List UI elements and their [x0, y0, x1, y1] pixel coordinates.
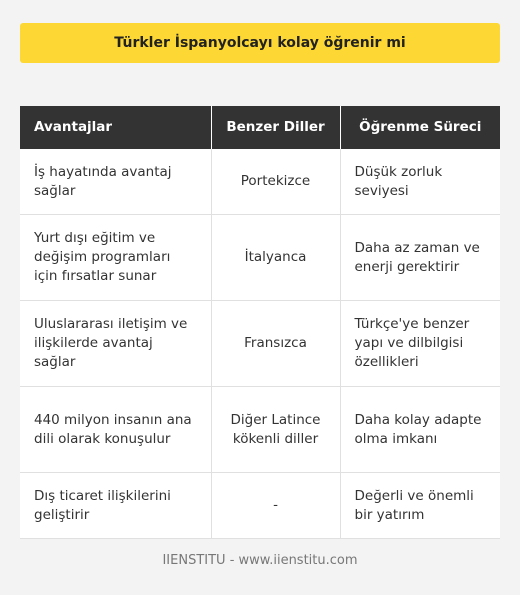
cell-advantage: Yurt dışı eğitim ve değişim programları için fırsatlar sunar [20, 215, 211, 301]
cell-learning-process: Düşük zorluk seviyesi [340, 149, 500, 215]
table-row [20, 387, 500, 473]
cell-similar-language: Fransızca [211, 301, 340, 387]
comparison-table [20, 106, 500, 539]
column-header-advantages: Avantajlar [20, 106, 211, 149]
cell-similar-language: İtalyanca [211, 215, 340, 301]
table-row [20, 149, 500, 215]
footer-credit: IIENSTITU - www.iienstitu.com [162, 553, 358, 568]
cell-learning-process: Değerli ve önemli bir yatırım [340, 473, 500, 539]
cell-advantage: İş hayatında avantaj sağlar [20, 149, 211, 215]
column-header-similar-languages: Benzer Diller [211, 106, 340, 149]
page-title: Türkler İspanyolcayı kolay öğrenir mi [20, 23, 500, 63]
cell-learning-process: Türkçe'ye benzer yapı ve dilbilgisi özellikleri [340, 301, 500, 387]
table-row [20, 473, 500, 539]
table-row [20, 215, 500, 301]
table-row [20, 301, 500, 387]
cell-advantage: Dış ticaret ilişkilerini geliştirir [20, 473, 211, 539]
cell-learning-process: Daha kolay adapte olma imkanı [340, 387, 500, 473]
cell-advantage: Uluslararası iletişim ve ilişkilerde avantaj sağlar [20, 301, 211, 387]
cell-similar-language: Portekizce [211, 149, 340, 215]
table-header-row [20, 106, 500, 149]
cell-similar-language: Diğer Latince kökenli diller [211, 387, 340, 473]
column-header-learning-process: Öğrenme Süreci [340, 106, 500, 149]
cell-advantage: 440 milyon insanın ana dili olarak konuşulur [20, 387, 211, 473]
cell-similar-language: - [211, 473, 340, 539]
cell-learning-process: Daha az zaman ve enerji gerektirir [340, 215, 500, 301]
